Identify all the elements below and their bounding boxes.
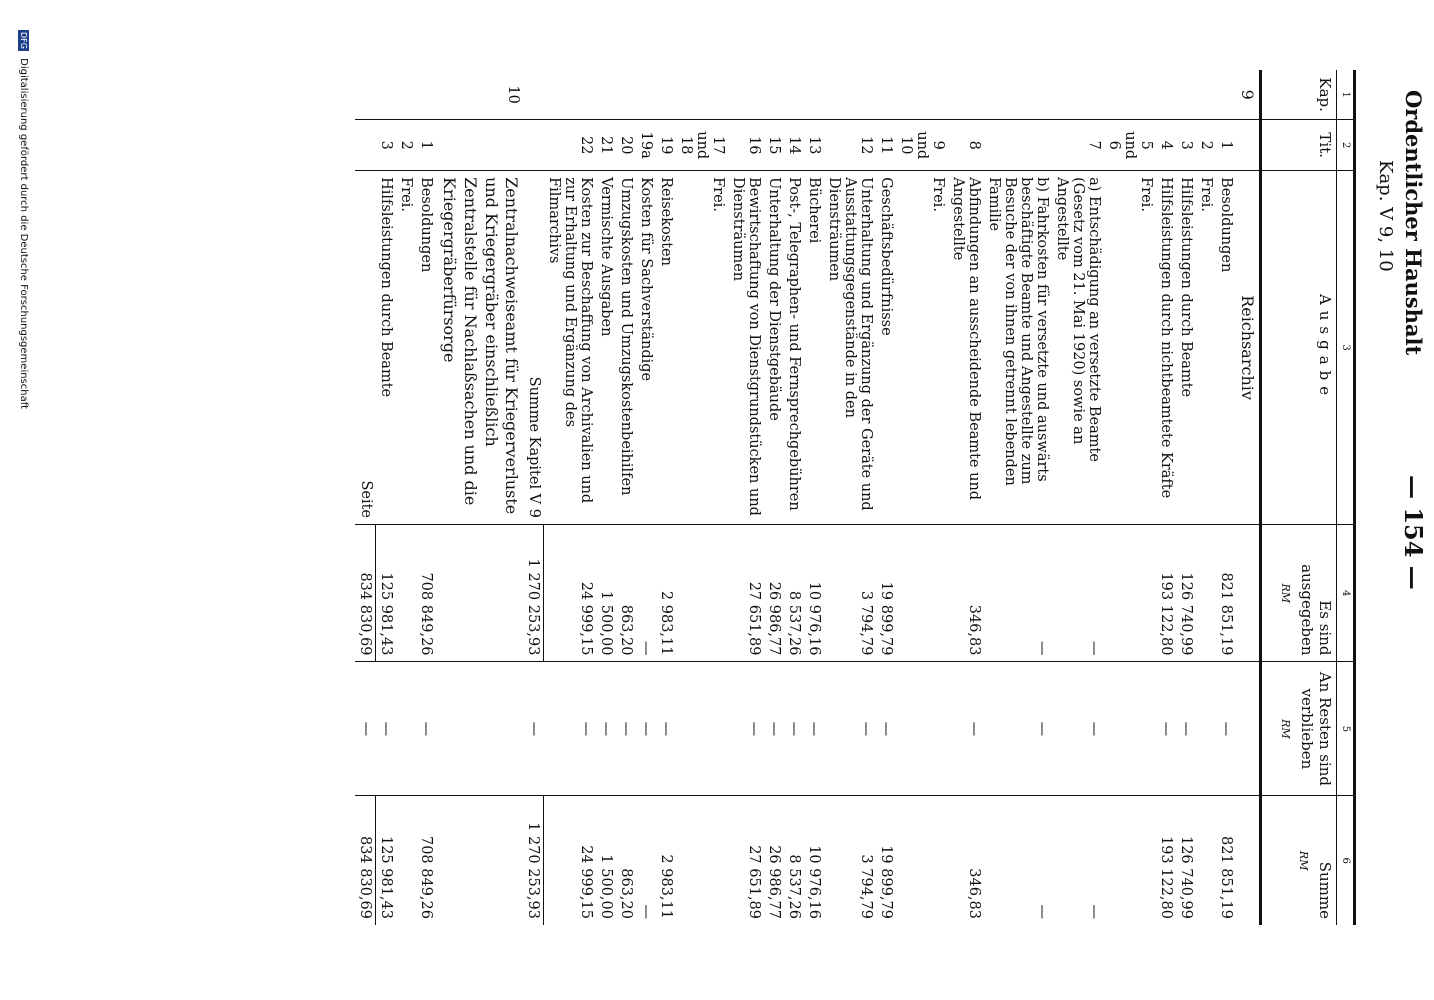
row-reste: — bbox=[636, 662, 656, 796]
sum-row-9 bbox=[524, 70, 545, 925]
table-row bbox=[1216, 70, 1236, 925]
row-text: Frei. bbox=[396, 171, 416, 525]
row-reste: — bbox=[984, 662, 1052, 796]
table-row bbox=[1176, 70, 1196, 925]
row-summe: 10 976,16 bbox=[804, 796, 824, 925]
row-text: b) Fahrkosten für versetzte und auswärts beschäftigte Beamte und Angestellte zum Besuche der von ihnen getrennt lebenden Familie bbox=[984, 171, 1052, 525]
row-kap bbox=[596, 70, 616, 120]
table-row bbox=[876, 70, 896, 925]
row-reste: — bbox=[824, 662, 876, 796]
row-kap bbox=[416, 70, 436, 120]
table-row bbox=[804, 70, 824, 925]
row-text: Geschäftsbedürfnisse bbox=[876, 171, 896, 525]
row-summe bbox=[676, 796, 728, 925]
row-tit: 19a bbox=[636, 120, 656, 171]
header-ausgegeben-label: Es sind ausgegeben bbox=[1298, 564, 1334, 656]
row-summe bbox=[1104, 796, 1156, 925]
row-kap bbox=[784, 70, 804, 120]
page-total-summe: 834 830,69 bbox=[355, 796, 376, 925]
row-reste: — bbox=[784, 662, 804, 796]
row-reste: — bbox=[656, 662, 676, 796]
row-kap bbox=[544, 70, 596, 120]
row-text: Besoldungen bbox=[1216, 171, 1236, 525]
table-row bbox=[948, 70, 984, 925]
page-total-row bbox=[355, 70, 376, 925]
row-text: Besoldungen bbox=[416, 171, 436, 525]
row-text: Bücherei bbox=[804, 171, 824, 525]
row-reste: — bbox=[1176, 662, 1196, 796]
row-summe: 346,83 bbox=[948, 796, 984, 925]
row-kap bbox=[984, 70, 1052, 120]
row-reste: — bbox=[948, 662, 984, 796]
row-kap bbox=[764, 70, 784, 120]
row-tit: 7 bbox=[1052, 120, 1104, 171]
colnum-5: 5 bbox=[1337, 662, 1355, 796]
table-row bbox=[1156, 70, 1176, 925]
row-reste: — bbox=[1216, 662, 1236, 796]
row-tit: 4 bbox=[1156, 120, 1176, 171]
row-ausgegeben bbox=[676, 525, 728, 662]
row-tit: 1 bbox=[1216, 120, 1236, 171]
row-ausgegeben bbox=[896, 525, 948, 662]
table-row bbox=[784, 70, 804, 925]
sum-summe: 1 270 253,93 bbox=[524, 796, 545, 925]
dfg-logo: DFG bbox=[19, 32, 28, 49]
row-reste: — bbox=[1156, 662, 1176, 796]
row-reste: — bbox=[596, 662, 616, 796]
row-text: Unterhaltung der Dienstgebäude bbox=[764, 171, 784, 525]
row-reste bbox=[1196, 662, 1216, 796]
row-reste bbox=[396, 662, 416, 796]
row-kap bbox=[616, 70, 636, 120]
table-row bbox=[1104, 70, 1156, 925]
row-kap bbox=[396, 70, 416, 120]
row-reste: — bbox=[1052, 662, 1104, 796]
row-tit: 19 bbox=[656, 120, 676, 171]
row-ausgegeben: 821 851,19 bbox=[1216, 525, 1236, 662]
row-tit: 17 und 18 bbox=[676, 120, 728, 171]
row-reste: — bbox=[616, 662, 636, 796]
header-summe-label: Summe bbox=[1316, 861, 1334, 919]
page-total-label: Seite bbox=[355, 171, 376, 525]
table-row bbox=[396, 70, 416, 925]
row-text: Frei. bbox=[896, 171, 948, 525]
row-summe: 126 740,99 bbox=[1176, 796, 1196, 925]
row-reste: — bbox=[804, 662, 824, 796]
section-header-10 bbox=[436, 70, 523, 925]
row-tit: 3 bbox=[1176, 120, 1196, 171]
row-summe bbox=[1196, 796, 1216, 925]
row-summe: — bbox=[984, 796, 1052, 925]
sum-ausgegeben: 1 270 253,93 bbox=[524, 525, 545, 662]
row-text: Hilfsleistungen durch nichtbeamtete Kräfte bbox=[1156, 171, 1176, 525]
table-row bbox=[544, 70, 596, 925]
table-row bbox=[636, 70, 656, 925]
page-total-ausgegeben: 834 830,69 bbox=[355, 525, 376, 662]
currency-label: RM bbox=[1297, 850, 1310, 871]
row-tit: 13 bbox=[804, 120, 824, 171]
table-row bbox=[656, 70, 676, 925]
row-reste: — bbox=[764, 662, 784, 796]
row-reste bbox=[676, 662, 728, 796]
row-text: Umzugskosten und Umzugskostenbeihilfen bbox=[616, 171, 636, 525]
table-row bbox=[676, 70, 728, 925]
row-tit: 22 bbox=[544, 120, 596, 171]
row-ausgegeben: 1 500,00 bbox=[596, 525, 616, 662]
row-tit: 9 und 10 bbox=[896, 120, 948, 171]
row-kap bbox=[728, 70, 764, 120]
header-kap: Kap. bbox=[1261, 70, 1337, 120]
row-reste: — bbox=[544, 662, 596, 796]
table-row bbox=[416, 70, 436, 925]
row-summe: 26 986,77 bbox=[764, 796, 784, 925]
section-10-rows bbox=[376, 70, 437, 925]
row-ausgegeben: 708 849,26 bbox=[416, 525, 436, 662]
row-summe: — bbox=[636, 796, 656, 925]
page-subtitle: Kap. V 9, 10 bbox=[1375, 160, 1396, 272]
row-summe: 1 500,00 bbox=[596, 796, 616, 925]
row-ausgegeben: 26 986,77 bbox=[764, 525, 784, 662]
row-summe: 3 794,79 bbox=[824, 796, 876, 925]
colnum-3: 3 bbox=[1337, 171, 1355, 525]
row-summe: 8 537,26 bbox=[784, 796, 804, 925]
row-summe: 193 122,80 bbox=[1156, 796, 1176, 925]
row-tit: 14 bbox=[784, 120, 804, 171]
table-row bbox=[728, 70, 764, 925]
row-reste: — bbox=[876, 662, 896, 796]
row-reste bbox=[1104, 662, 1156, 796]
table-row bbox=[764, 70, 784, 925]
row-ausgegeben: 863,20 bbox=[616, 525, 636, 662]
colnum-4: 4 bbox=[1337, 525, 1355, 662]
row-tit: 16 bbox=[728, 120, 764, 171]
row-summe: 2 983,11 bbox=[656, 796, 676, 925]
row-tit: 12 bbox=[824, 120, 876, 171]
row-text: Hilfsleistungen durch Beamte bbox=[376, 171, 397, 525]
row-summe: 863,20 bbox=[616, 796, 636, 925]
row-text: Post-, Telegraphen- und Fernsprechgebühren bbox=[784, 171, 804, 525]
row-tit: 8 bbox=[948, 120, 984, 171]
row-text: Frei. bbox=[1196, 171, 1216, 525]
row-ausgegeben: 346,83 bbox=[948, 525, 984, 662]
row-tit: 11 bbox=[876, 120, 896, 171]
row-text: Frei. bbox=[1104, 171, 1156, 525]
row-summe: 708 849,26 bbox=[416, 796, 436, 925]
row-kap bbox=[1052, 70, 1104, 120]
row-ausgegeben: — bbox=[636, 525, 656, 662]
row-ausgegeben: 2 983,11 bbox=[656, 525, 676, 662]
row-ausgegeben: 126 740,99 bbox=[1176, 525, 1196, 662]
page-total-reste: — bbox=[355, 662, 376, 796]
row-tit: 5 und 6 bbox=[1104, 120, 1156, 171]
row-ausgegeben: — bbox=[1052, 525, 1104, 662]
row-text: a) Entschädigung an versetzte Beamte (Gesetz vom 21. Mai 1920) sowie an Angestellte bbox=[1052, 171, 1104, 525]
colnum-2: 2 bbox=[1337, 120, 1355, 171]
header-ausgabe: Ausgabe bbox=[1261, 171, 1337, 525]
column-number-row bbox=[1337, 70, 1355, 925]
row-kap bbox=[1156, 70, 1176, 120]
row-summe bbox=[396, 796, 416, 925]
row-ausgegeben: 24 999,15 bbox=[544, 525, 596, 662]
row-ausgegeben: 19 899,79 bbox=[876, 525, 896, 662]
table-row bbox=[824, 70, 876, 925]
row-ausgegeben bbox=[396, 525, 416, 662]
row-tit: 21 bbox=[596, 120, 616, 171]
row-kap bbox=[948, 70, 984, 120]
table-row bbox=[984, 70, 1052, 925]
row-ausgegeben bbox=[1104, 525, 1156, 662]
row-reste: — bbox=[728, 662, 764, 796]
row-summe: — bbox=[1052, 796, 1104, 925]
row-kap bbox=[376, 70, 397, 120]
page-header bbox=[1354, 0, 1434, 1000]
row-summe: 125 981,43 bbox=[376, 796, 397, 925]
row-kap bbox=[896, 70, 948, 120]
header-tit: Tit. bbox=[1261, 120, 1337, 171]
section-kap: 10 bbox=[505, 85, 522, 104]
row-kap bbox=[636, 70, 656, 120]
row-kap bbox=[656, 70, 676, 120]
section-title: Zentralnachweiseamt für Kriegerverluste und Kriegergräber einschließlich Zentralstelle für Nachlaßsachen und die Kriegergräberfürsorge bbox=[436, 171, 523, 525]
table-row bbox=[896, 70, 948, 925]
row-kap bbox=[1196, 70, 1216, 120]
row-summe: 19 899,79 bbox=[876, 796, 896, 925]
colnum-1: 1 bbox=[1337, 70, 1355, 120]
row-tit: 2 bbox=[1196, 120, 1216, 171]
sum-reste: — bbox=[524, 662, 545, 796]
section-9-rows bbox=[544, 70, 1236, 925]
section-title: Reichsarchiv bbox=[1236, 171, 1261, 525]
row-kap bbox=[676, 70, 728, 120]
header-summe bbox=[1261, 796, 1337, 925]
section-header-9 bbox=[1236, 70, 1261, 925]
row-text: Abfindungen an ausscheidende Beamte und Angestellte bbox=[948, 171, 984, 525]
header-reste bbox=[1261, 662, 1337, 796]
row-summe: 27 651,89 bbox=[728, 796, 764, 925]
row-text: Kosten für Sachverständige bbox=[636, 171, 656, 525]
budget-table bbox=[355, 70, 1356, 925]
row-tit: 15 bbox=[764, 120, 784, 171]
row-tit: 1 bbox=[416, 120, 436, 171]
row-ausgegeben: 3 794,79 bbox=[824, 525, 876, 662]
row-reste bbox=[896, 662, 948, 796]
currency-label: RM bbox=[1279, 583, 1292, 604]
row-kap bbox=[1216, 70, 1236, 120]
row-kap bbox=[876, 70, 896, 120]
row-tit: 3 bbox=[376, 120, 397, 171]
table-row bbox=[616, 70, 636, 925]
row-ausgegeben: 27 651,89 bbox=[728, 525, 764, 662]
footer-note bbox=[18, 30, 29, 409]
table-row bbox=[596, 70, 616, 925]
row-text: Bewirtschaftung von Dienstgrundstücken und Diensträumen bbox=[728, 171, 764, 525]
row-summe: 821 851,19 bbox=[1216, 796, 1236, 925]
currency-label: RM bbox=[1279, 719, 1292, 739]
row-kap bbox=[1176, 70, 1196, 120]
row-text: Frei. bbox=[676, 171, 728, 525]
header-ausgegeben bbox=[1261, 525, 1337, 662]
row-summe bbox=[896, 796, 948, 925]
row-ausgegeben: 193 122,80 bbox=[1156, 525, 1176, 662]
footer-text: Digitalisierung gefördert durch die Deutsche Forschungsgemeinschaft bbox=[18, 58, 29, 409]
row-reste: — bbox=[416, 662, 436, 796]
table-row bbox=[376, 70, 397, 925]
row-tit: 2 bbox=[396, 120, 416, 171]
column-header-row bbox=[1261, 70, 1337, 925]
row-text: Reisekosten bbox=[656, 171, 676, 525]
table-row bbox=[1196, 70, 1216, 925]
row-text: Hilfsleistungen durch Beamte bbox=[1176, 171, 1196, 525]
section-kap: 9 bbox=[1238, 89, 1257, 100]
row-text: Kosten zur Beschaffung von Archivalien und zur Erhaltung und Ergänzung des Filmarchivs bbox=[544, 171, 596, 525]
row-ausgegeben: 10 976,16 bbox=[804, 525, 824, 662]
table-row bbox=[1052, 70, 1104, 925]
row-kap bbox=[824, 70, 876, 120]
row-ausgegeben: 8 537,26 bbox=[784, 525, 804, 662]
row-ausgegeben: — bbox=[984, 525, 1052, 662]
row-text: Unterhaltung und Ergänzung der Geräte und Ausstattungsgegenstände in den Diensträumen bbox=[824, 171, 876, 525]
row-tit bbox=[984, 120, 1052, 171]
row-summe: 24 999,15 bbox=[544, 796, 596, 925]
row-text: Vermischte Ausgaben bbox=[596, 171, 616, 525]
sum-label: Summe Kapitel V 9 bbox=[524, 171, 545, 525]
row-tit: 20 bbox=[616, 120, 636, 171]
row-kap bbox=[804, 70, 824, 120]
row-ausgegeben: 125 981,43 bbox=[376, 525, 397, 662]
header-reste-label: An Resten sind verblieben bbox=[1298, 671, 1334, 787]
row-kap bbox=[1104, 70, 1156, 120]
row-reste: — bbox=[376, 662, 397, 796]
colnum-6: 6 bbox=[1337, 796, 1355, 925]
page-title: Ordentlicher Haushalt bbox=[1401, 90, 1426, 356]
page-number: — 154 — bbox=[1399, 475, 1428, 590]
row-ausgegeben bbox=[1196, 525, 1216, 662]
